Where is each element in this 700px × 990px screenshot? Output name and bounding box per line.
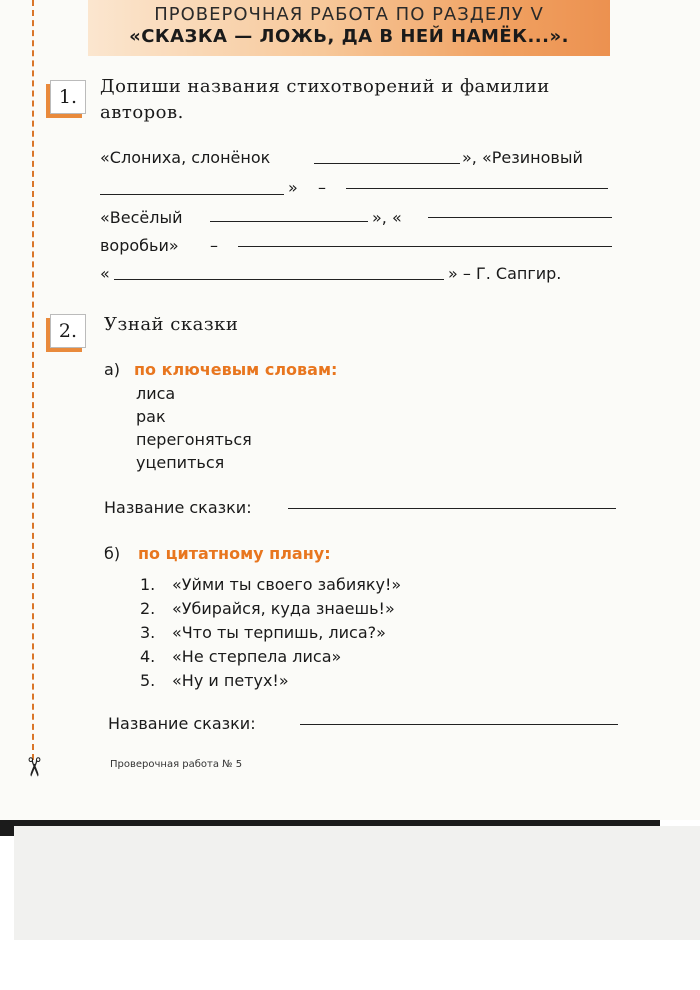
- task-2-title: Узнай сказки: [104, 314, 239, 335]
- plan-item: «Убирайся, куда знаешь!»: [172, 599, 395, 618]
- task-1-line-1-start: «Слониха, слонёнок: [100, 148, 271, 167]
- part-a-letter: а): [104, 360, 121, 379]
- task-1-line-1-mid: », «Резиновый: [462, 148, 583, 167]
- part-a-label: по ключевым словам:: [134, 360, 338, 379]
- section-header: [88, 0, 610, 56]
- task-1-line-5-start: «: [100, 264, 110, 283]
- header-line-1: ПРОВЕРОЧНАЯ РАБОТА ПО РАЗДЕЛУ V: [154, 4, 544, 25]
- plan-number: 2.: [140, 599, 156, 618]
- answer-blank-1[interactable]: [314, 163, 460, 164]
- header-line-2: «СКАЗКА — ЛОЖЬ, ДА В НЕЙ НАМЁК...».: [129, 26, 569, 47]
- keyword-item: лиса: [136, 384, 176, 403]
- plan-item: «Не стерпела лиса»: [172, 647, 342, 666]
- answer-blank-4[interactable]: [210, 221, 368, 222]
- task-1-line-2-dash: –: [318, 178, 326, 197]
- plan-number: 1.: [140, 575, 156, 594]
- task-1-line-5-end: » – Г. Сапгир.: [448, 264, 562, 283]
- keyword-item: рак: [136, 407, 166, 426]
- part-b-letter: б): [104, 544, 121, 563]
- task-1-number: 1.: [50, 80, 86, 114]
- task-1-line-4-dash: –: [210, 236, 218, 255]
- task-1-line-3-start: «Весёлый: [100, 208, 183, 227]
- task-1-instruction-line-1: Допиши названия стихотворений и фамилии: [100, 76, 550, 97]
- task-1-line-4-start: воробьи»: [100, 236, 179, 255]
- plan-number: 3.: [140, 623, 156, 642]
- task-1-line-2-quote: »: [288, 178, 298, 197]
- answer-blank-tale-a[interactable]: [288, 508, 616, 509]
- answer-blank-5[interactable]: [428, 217, 612, 218]
- footer-text: Проверочная работа № 5: [110, 759, 243, 770]
- answer-label-b: Название сказки:: [108, 714, 256, 733]
- answer-blank-2[interactable]: [100, 194, 284, 195]
- next-page-area: [14, 826, 700, 940]
- scissors-icon: ✂: [17, 756, 48, 778]
- task-1-instruction-line-2: авторов.: [100, 102, 184, 123]
- plan-number: 4.: [140, 647, 156, 666]
- answer-label-a: Название сказки:: [104, 498, 252, 517]
- keyword-item: уцепиться: [136, 453, 225, 472]
- keyword-item: перегоняться: [136, 430, 252, 449]
- plan-number: 5.: [140, 671, 156, 690]
- cut-line: [32, 0, 34, 760]
- task-1-line-3-mid: », «: [372, 208, 402, 227]
- answer-blank-6[interactable]: [238, 246, 612, 247]
- part-b-label: по цитатному плану:: [138, 544, 331, 563]
- plan-item: «Ну и петух!»: [172, 671, 289, 690]
- answer-blank-tale-b[interactable]: [300, 724, 618, 725]
- answer-blank-3[interactable]: [346, 188, 608, 189]
- task-2-number: 2.: [50, 314, 86, 348]
- plan-item: «Что ты терпишь, лиса?»: [172, 623, 386, 642]
- plan-item: «Уйми ты своего забияку!»: [172, 575, 402, 594]
- answer-blank-7[interactable]: [114, 279, 444, 280]
